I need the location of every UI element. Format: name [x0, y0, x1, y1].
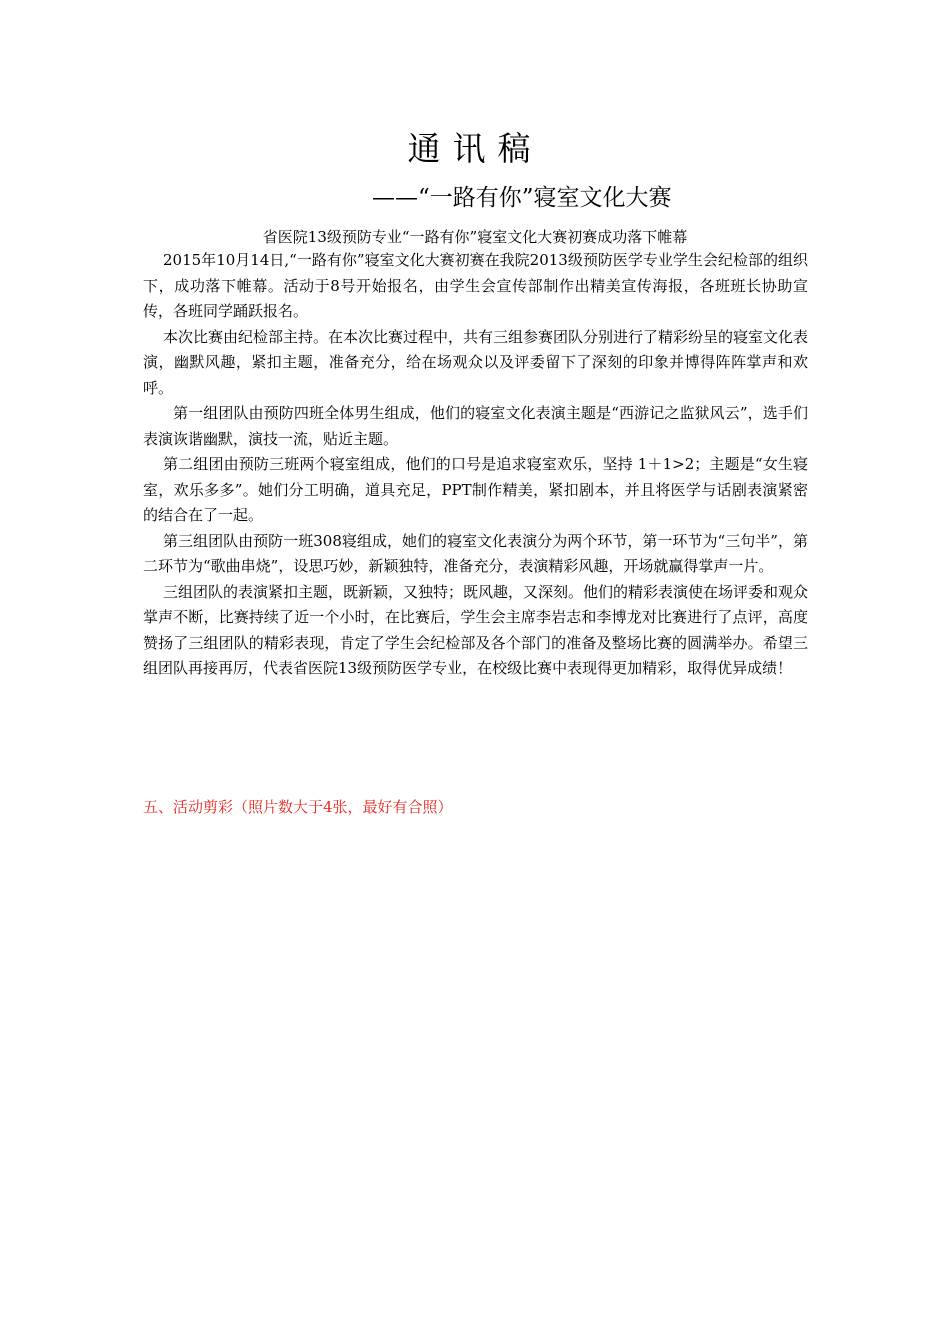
paragraph-1: 2015年10月14日,“一路有你”寝室文化大赛初赛在我院2013级预防医学专业学生会纪检部的组织下，成功落下帷幕。活动于8号开始报名，由学生会宣传部制作出精美宣传海报，各班班长协助宣传，各班同学踊跃报名。 — [143, 251, 808, 320]
photos-section-note: （照片数大于4张，最好有合照） — [233, 798, 453, 816]
paragraph-3: 第一组团队由预防四班全体男生组成，他们的寝室文化表演主题是“西游记之监狱风云”，选手们表演诙谐幽默，演技一流，贴近主题。 — [143, 404, 808, 448]
paragraph-6: 三组团队的表演紧扣主题，既新颖，又独特；既风趣，又深刻。他们的精彩表演使在场评委和观众掌声不断，比赛持续了近一个小时，在比赛后，学生会主席李岩志和李博龙对比赛进行了点评，高度赞扬了三组团队的精彩表现，肯定了学生会纪检部及各个部门的准备及整场比赛的圆满举办。希望三组团队再接再厉，代表省医院13级预防医学专业，在校级比赛中表现得更加精彩，取得优异成绩！ — [143, 582, 809, 677]
paragraph-2: 本次比赛由纪检部主持。在本次比赛过程中，共有三组参赛团队分别进行了精彩纷呈的寝室文化表演，幽默风趣，紧扣主题，准备充分，给在场观众以及评委留下了深刻的印象并博得阵阵掌声和欢呼。 — [143, 327, 809, 397]
paragraph-5: 第三组团队由预防一班308寝组成，她们的寝室文化表演分为两个环节，第一环节为“三句半”，第二环节为“歌曲串烧”，设思巧妙，新颖独特，准备充分，表演精彩风趣，开场就赢得掌声一片。 — [143, 531, 808, 575]
article-body — [143, 248, 808, 682]
document-title: 通讯稿 — [407, 129, 543, 168]
photos-section-label: 五、活动剪彩 — [143, 798, 234, 816]
paragraph-4: 第二组团由预防三班两个寝室组成，他们的口号是追求寝室欢乐，坚持 1＋1>2；主题是“女生寝室，欢乐多多”。她们分工明确，道具充足，PPT制作精美，紧扣剧本，并且将医学与话剧表演紧密的结合在了一起。 — [143, 455, 808, 524]
photos-section — [143, 796, 453, 818]
document-subtitle: ——“一路有你”寝室文化大赛 — [372, 185, 672, 211]
article-heading: 省医院13级预防专业“一路有你”寝室文化大赛初赛成功落下帷幕 — [262, 228, 688, 246]
